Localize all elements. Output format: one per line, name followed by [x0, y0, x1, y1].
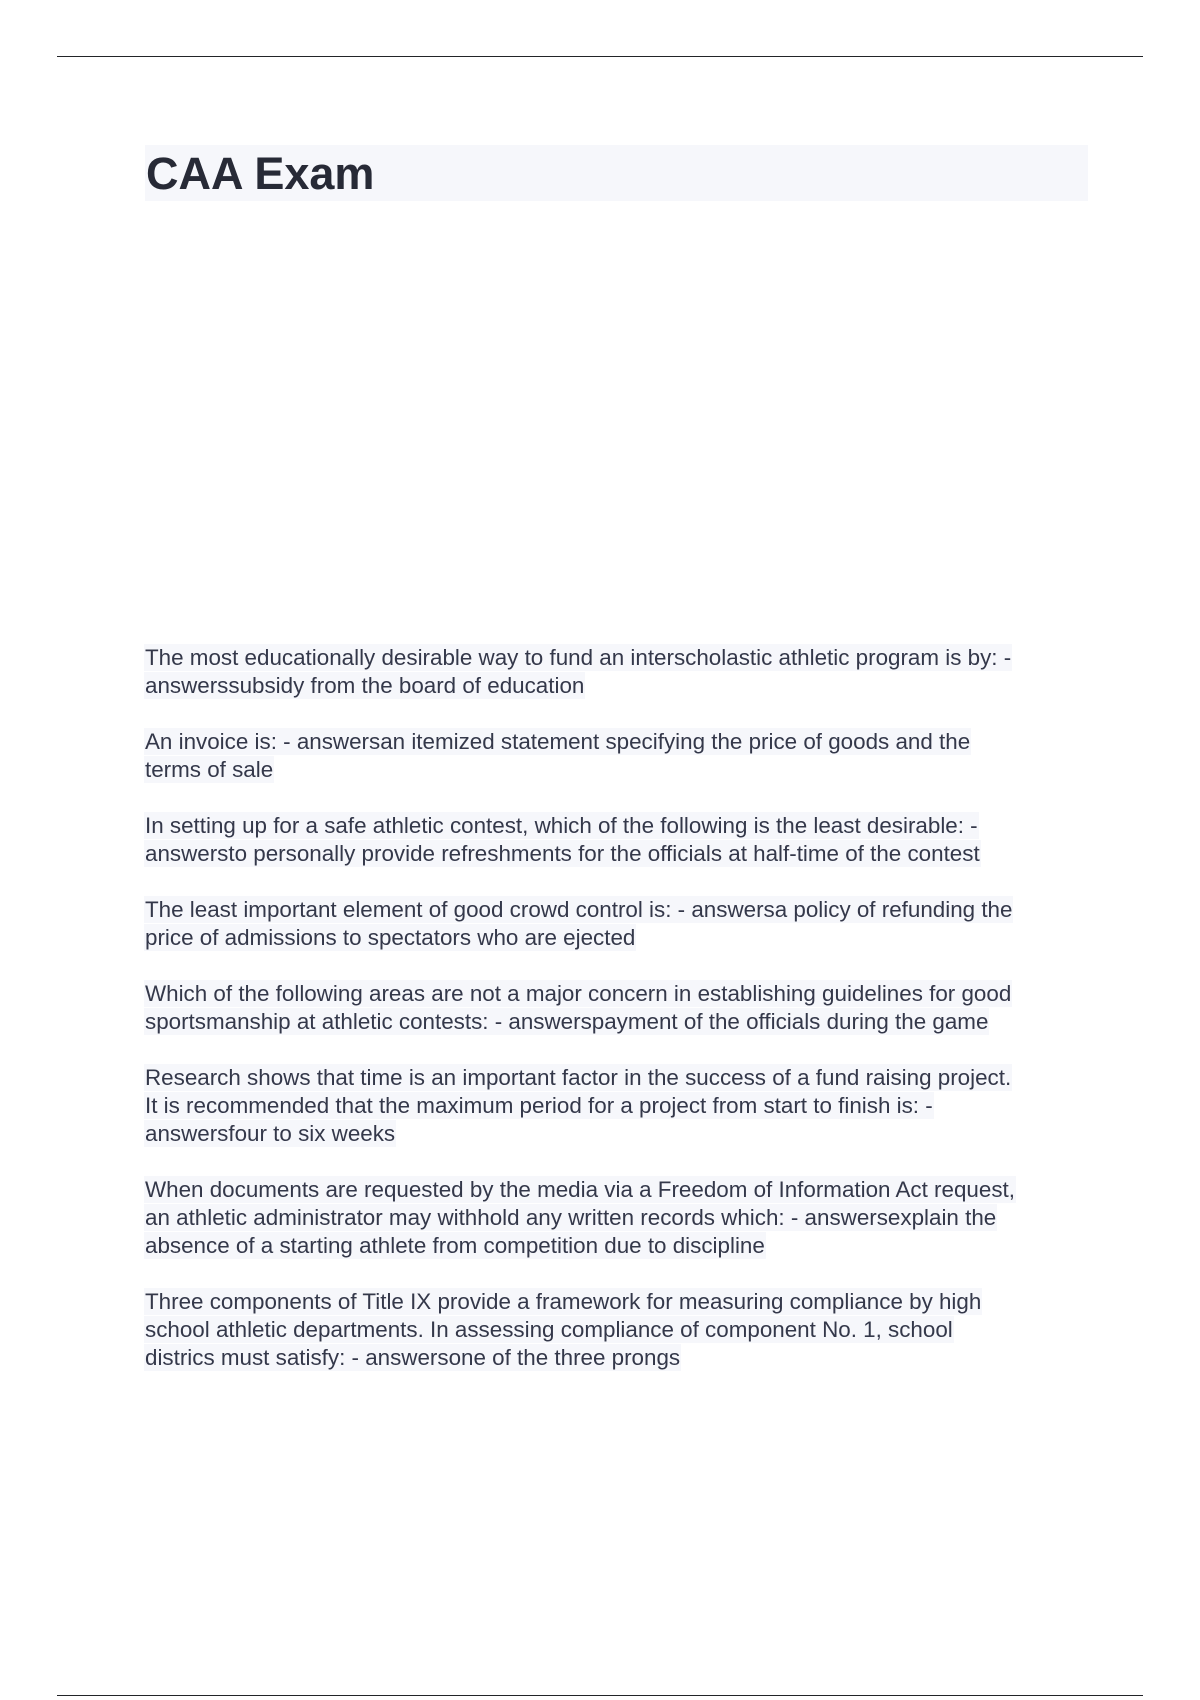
qa-line: In setting up for a safe athletic contest, which of the following is the least desirable: - [145, 813, 978, 838]
qa-item-6 [145, 1064, 1095, 1148]
qa-line: The most educationally desirable way to fund an interscholastic athletic program is by: - [145, 645, 1012, 670]
qa-line: price of admissions to spectators who are ejected [145, 925, 636, 950]
qa-item-1 [145, 644, 1095, 700]
qa-item-8 [145, 1288, 1095, 1372]
qa-line: absence of a starting athlete from competition due to discipline [145, 1233, 765, 1258]
qa-line: districs must satisfy: - answersone of the three prongs [145, 1345, 681, 1370]
qa-line: answerssubsidy from the board of education [145, 673, 585, 698]
qa-item-2 [145, 728, 1095, 784]
qa-line: answersto personally provide refreshments for the officials at half-time of the contest [145, 841, 980, 866]
qa-line: The least important element of good crowd control is: - answersa policy of refunding the [145, 897, 1013, 922]
qa-item-4 [145, 896, 1095, 952]
question-answer-list [145, 644, 1095, 1400]
qa-line: It is recommended that the maximum period for a project from start to finish is: - [145, 1093, 933, 1118]
qa-line: an athletic administrator may withhold any written records which: - answersexplain the [145, 1205, 997, 1230]
qa-item-3 [145, 812, 1095, 868]
top-rule [57, 56, 1143, 57]
qa-line: Which of the following areas are not a major concern in establishing guidelines for good [145, 981, 1012, 1006]
qa-line: Research shows that time is an important factor in the success of a fund raising project. [145, 1065, 1012, 1090]
qa-line: sportsmanship at athletic contests: - answerspayment of the officials during the game [145, 1009, 989, 1034]
qa-line: When documents are requested by the media via a Freedom of Information Act request, [145, 1177, 1015, 1202]
bottom-rule [57, 1695, 1143, 1696]
qa-line: terms of sale [145, 757, 274, 782]
document-title: CAA Exam [146, 148, 375, 199]
qa-line: school athletic departments. In assessing compliance of component No. 1, school [145, 1317, 953, 1342]
qa-line: Three components of Title IX provide a framework for measuring compliance by high [145, 1289, 982, 1314]
qa-line: An invoice is: - answersan itemized statement specifying the price of goods and the [145, 729, 971, 754]
qa-line: answersfour to six weeks [145, 1121, 396, 1146]
qa-item-7 [145, 1176, 1095, 1260]
qa-item-5 [145, 980, 1095, 1036]
